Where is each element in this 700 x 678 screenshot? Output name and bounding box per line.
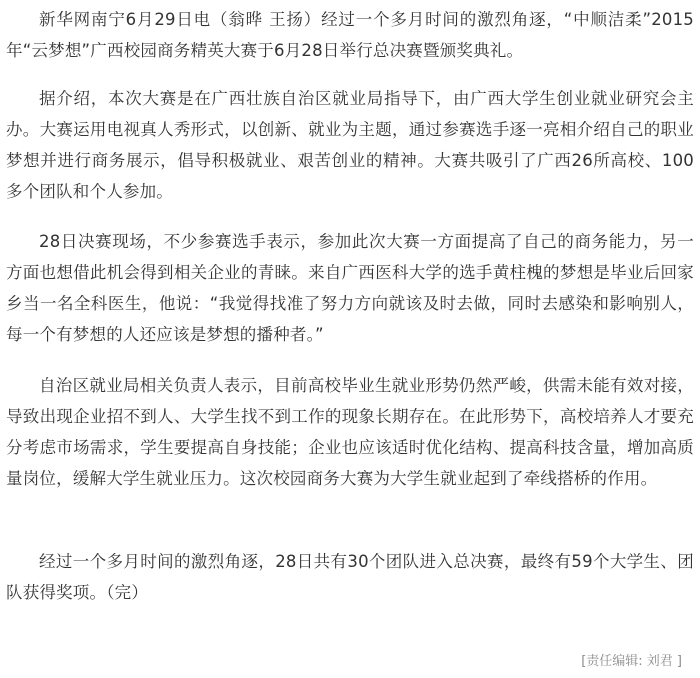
- article-paragraph-4: 自治区就业局相关负责人表示，目前高校毕业生就业形势仍然严峻，供需未能有效对接，导致出现企业招不到人、大学生找不到工作的现象长期存在。在此形势下，高校培养人才要充分考虑市场需求，学生要提高自身技能；企业也应该适时优化结构、提高科技含量，增加高质量岗位，缓解大学生就业压力。这次校园商务大赛为大学生就业起到了牵线搭桥的作用。: [6, 376, 694, 488]
- article-paragraph-1: 新华网南宁6月29日电（翁晔 王扬）经过一个多月时间的激烈角逐，“中顺洁柔”2015年“云梦想”广西校园商务精英大赛于6月28日举行总决赛暨颁奖典礼。: [6, 10, 694, 60]
- article-paragraph-2: 据介绍，本次大赛是在广西壮族自治区就业局指导下，由广西大学生创业就业研究会主办。大赛运用电视真人秀形式，以创新、就业为主题，通过参赛选手逐一亮相介绍自己的职业梦想并进行商务展示，倡导积极就业、艰苦创业的精神。大赛共吸引了广西26所高校、100多个团队和个人参加。: [6, 89, 694, 201]
- article-paragraph-3: 28日决赛现场，不少参赛选手表示，参加此次大赛一方面提高了自己的商务能力，另一方面也想借此机会得到相关企业的青睐。来自广西医科大学的选手黄柱槐的梦想是毕业后回家乡当一名全科医生，他说：“我觉得找准了努力方向就该及时去做，同时去感染和影响别人，每一个有梦想的人还应该是梦想的播种者。”: [6, 232, 694, 344]
- responsible-editor: [责任编辑: 刘君 ]: [581, 654, 682, 669]
- article-paragraph-5: 经过一个多月时间的激烈角逐，28日共有30个团队进入总决赛，最终有59个大学生、团队获得奖项。（完）: [6, 552, 694, 602]
